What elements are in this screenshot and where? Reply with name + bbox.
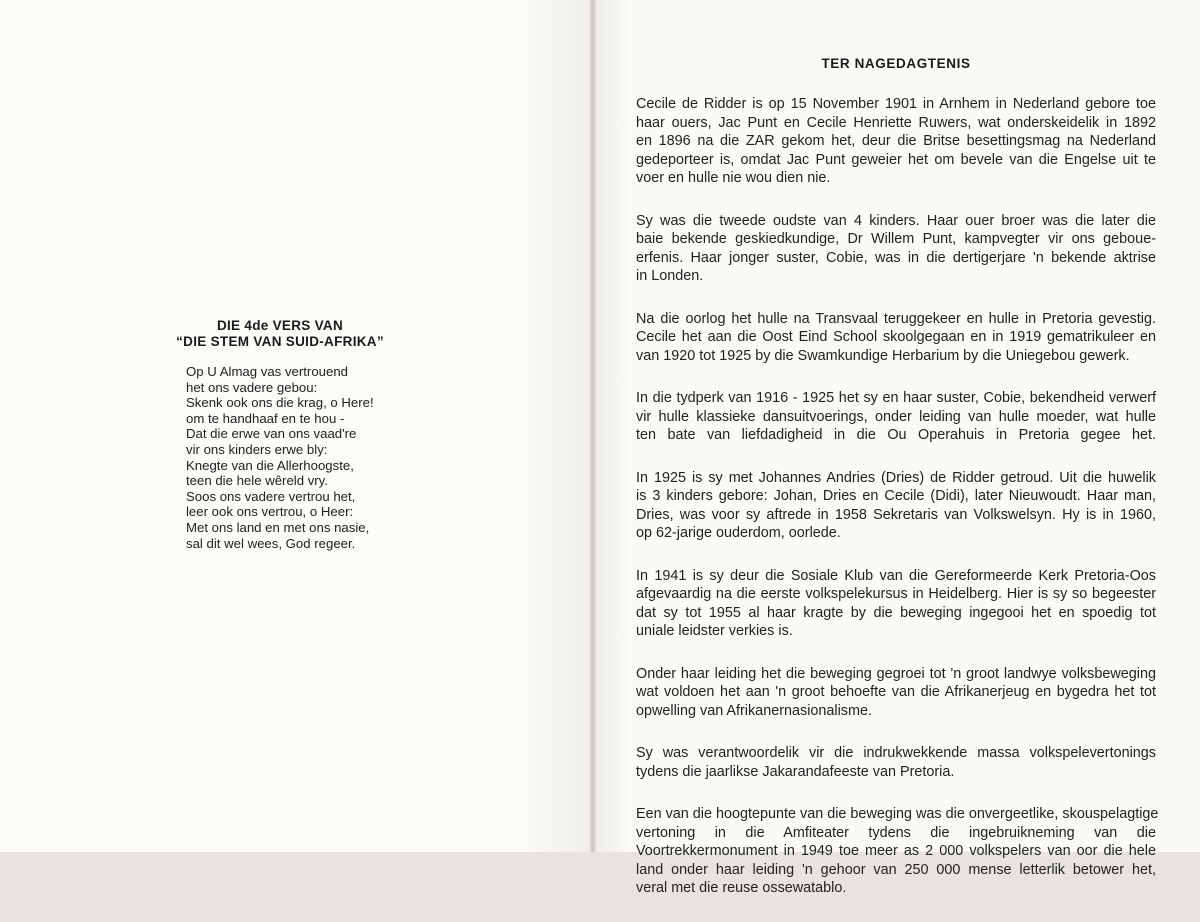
paragraph-birth xyxy=(636,95,1156,188)
text-line: afgevaardig na die eerste volkspelekursus in Heidelberg. Hier is sy so begeester xyxy=(636,586,1156,602)
text-line: dat sy tot 1955 al haar kragte by die beweging ingegooi het en spoedig tot xyxy=(636,604,1156,621)
poem-heading-line-1: DIE 4de VERS VAN xyxy=(216,318,344,333)
text-line: Onder haar leiding het die beweging gegroei tot 'n groot landwye volksbeweging xyxy=(636,665,1156,682)
text-line: Sy was verantwoordelik vir die indrukwekkende massa volkspelevertonings xyxy=(636,745,1156,761)
text-line: opwelling van Afrikanernasionalisme. xyxy=(636,702,872,719)
text-line: is 3 kinders gebore: Johan, Dries en Cecile (Didi), later Nieuwoudt. Haar man, xyxy=(636,488,1156,504)
paragraph-dance xyxy=(636,389,1156,445)
left-page xyxy=(0,0,590,852)
poem-line: teen die hele wêreld vry. xyxy=(186,473,328,489)
text-line: land onder haar leiding 'n gehoor van 250 000 mense letterlik betower het, xyxy=(636,861,1156,878)
paragraph-siblings xyxy=(636,212,1156,286)
poem-line: om te handhaaf en te hou - xyxy=(186,410,345,426)
poem-verse xyxy=(186,364,446,551)
poem-line: Knegte van die Allerhoogste, xyxy=(186,457,354,473)
text-line: wat voldoen het aan 'n groot behoefte van die Afrikanerjeug en bygedra het tot xyxy=(636,684,1156,700)
text-line: Sy was die tweede oudste van 4 kinders. Haar ouer broer was die later die xyxy=(636,212,1156,229)
text-line: in Londen. xyxy=(636,268,704,284)
text-line: voer en hulle nie wou dien nie. xyxy=(636,170,831,186)
poem-heading-line-2: “DIE STEM VAN SUID-AFRIKA” xyxy=(176,334,384,349)
text-line: Cecile de Ridder is op 15 November 1901 in Arnhem in Nederland gebore toe xyxy=(636,96,1156,112)
paragraph-movement xyxy=(636,665,1156,721)
text-line: van 1920 tot 1925 by die Swamkundige Herbarium by die Uniegebou gewerk. xyxy=(636,347,1130,364)
poem-line: leer ook ons vertrou, o Heer: xyxy=(186,504,354,520)
poem-line: vir ons kinders erwe bly: xyxy=(186,441,328,457)
poem-line: Op U Almag vas vertrouend xyxy=(186,364,348,379)
paragraph-marriage xyxy=(636,469,1156,543)
text-line: vertoning in die Amfiteater tydens die ingebruikneming van die xyxy=(636,824,1156,841)
paragraph-pretoria xyxy=(636,310,1156,366)
text-line: Dries, was voor sy aftrede in 1958 Sekretaris van Volkswelsyn. Hy is in 1960, xyxy=(636,506,1156,523)
text-line: op 62-jarige ouderdom, oorlede. xyxy=(636,525,841,541)
text-line: vir hulle klassieke dansuitvoerings, onder leiding van hulle moeder, wat hulle xyxy=(636,408,1156,425)
text-line: Na die oorlog het hulle na Transvaal teruggekeer en hulle in Pretoria gevestig. xyxy=(636,310,1156,327)
poem-line: Dat die erwe van ons vaad're xyxy=(186,426,357,442)
text-line: baie bekende geskiedkundige, Dr Willem Punt, kampvegter vir ons geboue- xyxy=(636,231,1156,247)
memorial-text xyxy=(636,95,1159,922)
text-line: uniale leidster verkies is. xyxy=(636,623,793,639)
text-line: In 1941 is sy deur die Sosiale Klub van die Gereformeerde Kerk Pretoria-Oos xyxy=(636,567,1156,584)
text-line: Cecile het aan die Oost Eind School skoolgegaan en in 1919 gematrikuleer en xyxy=(636,329,1156,345)
text-line: ten bate van liefdadigheid in die Ou Operahuis in Pretoria gegee het. xyxy=(636,427,1156,443)
text-line: In 1925 is sy met Johannes Andries (Dries) de Ridder getroud. Uit die huwelik xyxy=(636,469,1156,486)
poem-line: sal dit wel wees, God regeer. xyxy=(186,535,356,551)
poem-heading xyxy=(150,318,410,350)
text-line: veral met die reuse ossewatablo. xyxy=(636,880,847,896)
text-line: erfenis. Haar jonger suster, Cobie, was in die dertigerjare 'n bekende aktrise xyxy=(636,249,1156,266)
paragraph-volkspele xyxy=(636,567,1156,641)
poem-line: Met ons land en met ons nasie, xyxy=(186,519,370,535)
text-line: gedeporteer is, omdat Jac Punt geweier het om bevele van die Engelse uit te xyxy=(636,151,1156,168)
text-line: haar ouers, Jac Punt en Cecile Henriette Ruwers, wat onderskeidelik in 1892 xyxy=(636,114,1156,131)
text-line: Voortrekkermonument in 1949 toe meer as 2 000 volkspelers van oor die hele xyxy=(636,843,1156,859)
paragraph-festivals xyxy=(636,744,1156,781)
text-line: In die tydperk van 1916 - 1925 het sy en haar suster, Cobie, bekendheid verwerf xyxy=(636,390,1156,406)
paragraph-monument xyxy=(636,805,1159,898)
poem-line: het ons vadere gebou: xyxy=(186,379,318,395)
text-line: tydens die jaarlikse Jakarandafeeste van Pretoria. xyxy=(636,763,955,780)
memorial-title: TER NAGEDAGTENIS xyxy=(821,56,971,71)
poem-line: Soos ons vadere vertrou het, xyxy=(186,488,356,504)
text-line: en 1896 na die ZAR gekom het, deur die Britse besettingsmag na Nederland xyxy=(636,133,1156,149)
text-line: Een van die hoogtepunte van die beweging was die onvergeetlike, skouspelagtige xyxy=(636,806,1159,822)
poem-line: Skenk ook ons die krag, o Here! xyxy=(186,395,374,411)
